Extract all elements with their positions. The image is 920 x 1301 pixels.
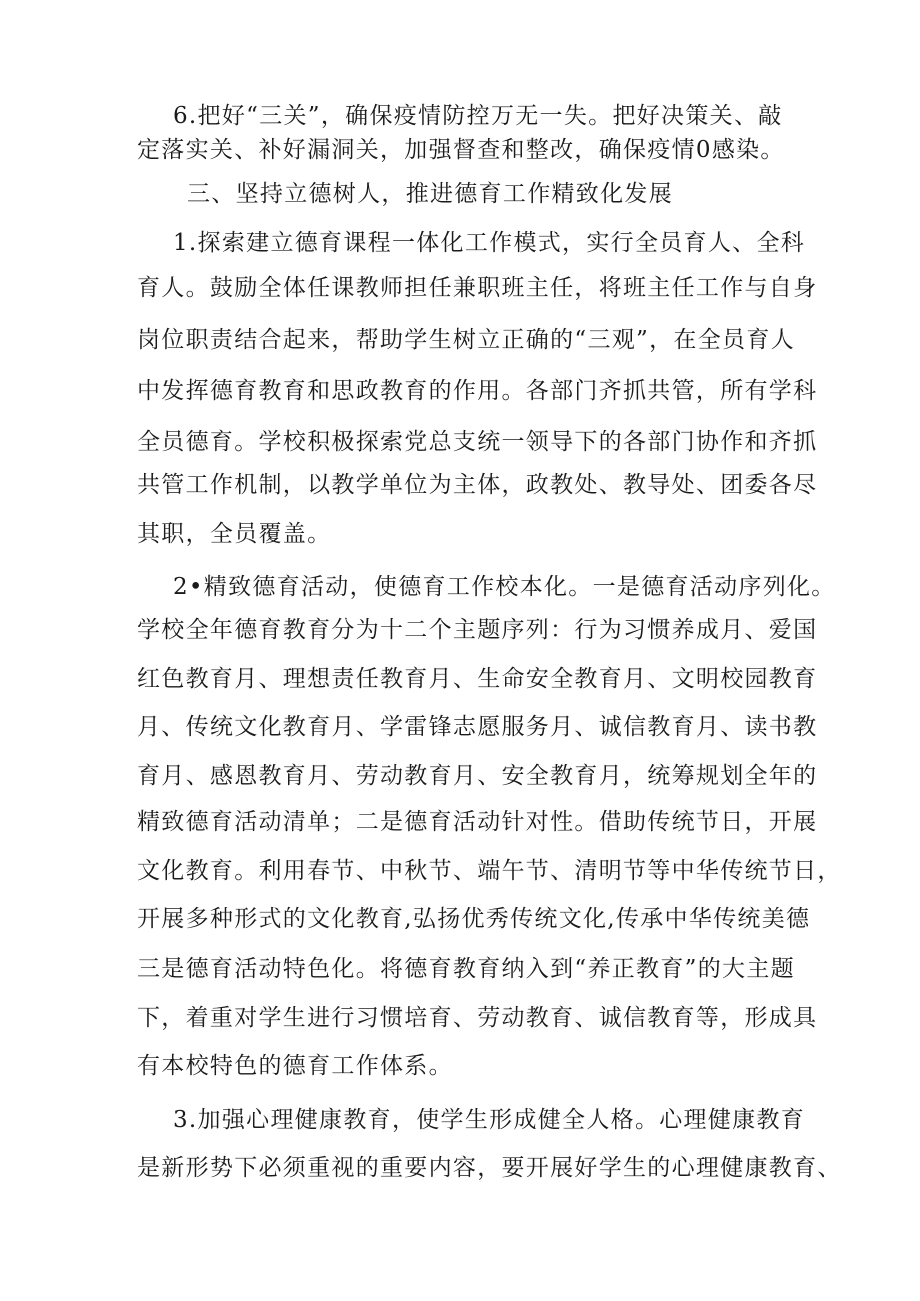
- paragraph-1-line-3: 岗位职责结合起来，帮助学生树立正确的“三观”，在全员育人: [137, 327, 795, 353]
- paragraph-2-line-10: 下，着重对学生进行习惯培育、劳动教育、诚信教育等，形成具: [137, 1005, 818, 1031]
- section-heading-3: 三、坚持立德树人，推进德育工作精致化发展: [187, 181, 673, 207]
- paragraph-1-line-2: 育人。鼓励全体任课教师担任兼职班主任，将班主任工作与自身: [137, 275, 818, 301]
- paragraph-2-line-4: 月、传统文化教育月、学雷锋志愿服务月、诚信教育月、读书教: [137, 714, 818, 740]
- paragraph-2-line-9: 三是德育活动特色化。将德育教育纳入到“养正教育”的大主题: [137, 956, 795, 982]
- paragraph-2-line-1: 2•精致德育活动，使德育工作校本化。一是德育活动序列化。: [173, 574, 836, 600]
- paragraph-3-line-2: 是新形势下必须重视的重要内容，要开展好学生的心理健康教育、: [137, 1155, 842, 1181]
- paragraph-1-line-5: 全员德育。学校积极探索党总支统一领导下的各部门协作和齐抓: [137, 429, 818, 455]
- paragraph-1-line-4: 中发挥德育教育和思政教育的作用。各部门齐抓共管，所有学科: [137, 378, 818, 404]
- paragraph-2-line-6: 精致德育活动清单；二是德育活动针对性。借助传统节日，开展: [137, 809, 818, 835]
- paragraph-2-line-7: 文化教育。利用春节、中秋节、端午节、清明节等中华传统节日，: [137, 858, 842, 884]
- paragraph-2-line-2: 学校全年德育教育分为十二个主题序列：行为习惯养成月、爱国: [137, 617, 818, 643]
- paragraph-6-line-1: 6.把好“三关”，确保疫情防控万无一失。把好决策关、敲: [173, 103, 783, 129]
- paragraph-2-line-5: 育月、感恩教育月、劳动教育月、安全教育月，统筹规划全年的: [137, 763, 818, 789]
- paragraph-1-line-1: 1.探索建立德育课程一体化工作模式，实行全员育人、全科: [173, 230, 806, 256]
- paragraph-2-line-11: 有本校特色的德育工作体系。: [137, 1053, 453, 1079]
- paragraph-3-line-1: 3.加强心理健康教育，使学生形成健全人格。心理健康教育: [173, 1107, 806, 1133]
- paragraph-1-line-6: 共管工作机制，以教学单位为主体，政教处、教导处、团委各尽: [137, 472, 818, 498]
- paragraph-2-line-3: 红色教育月、理想责任教育月、生命安全教育月、文明校园教育: [137, 666, 818, 692]
- paragraph-6-line-2: 定落实关、补好漏洞关，加强督查和整改，确保疫情0感染。: [137, 137, 785, 163]
- paragraph-2-line-8: 开展多种形式的文化教育,弘扬优秀传统文化,传承中华传统美德: [137, 906, 811, 932]
- paragraph-1-line-7: 其职，全员覆盖。: [137, 521, 332, 547]
